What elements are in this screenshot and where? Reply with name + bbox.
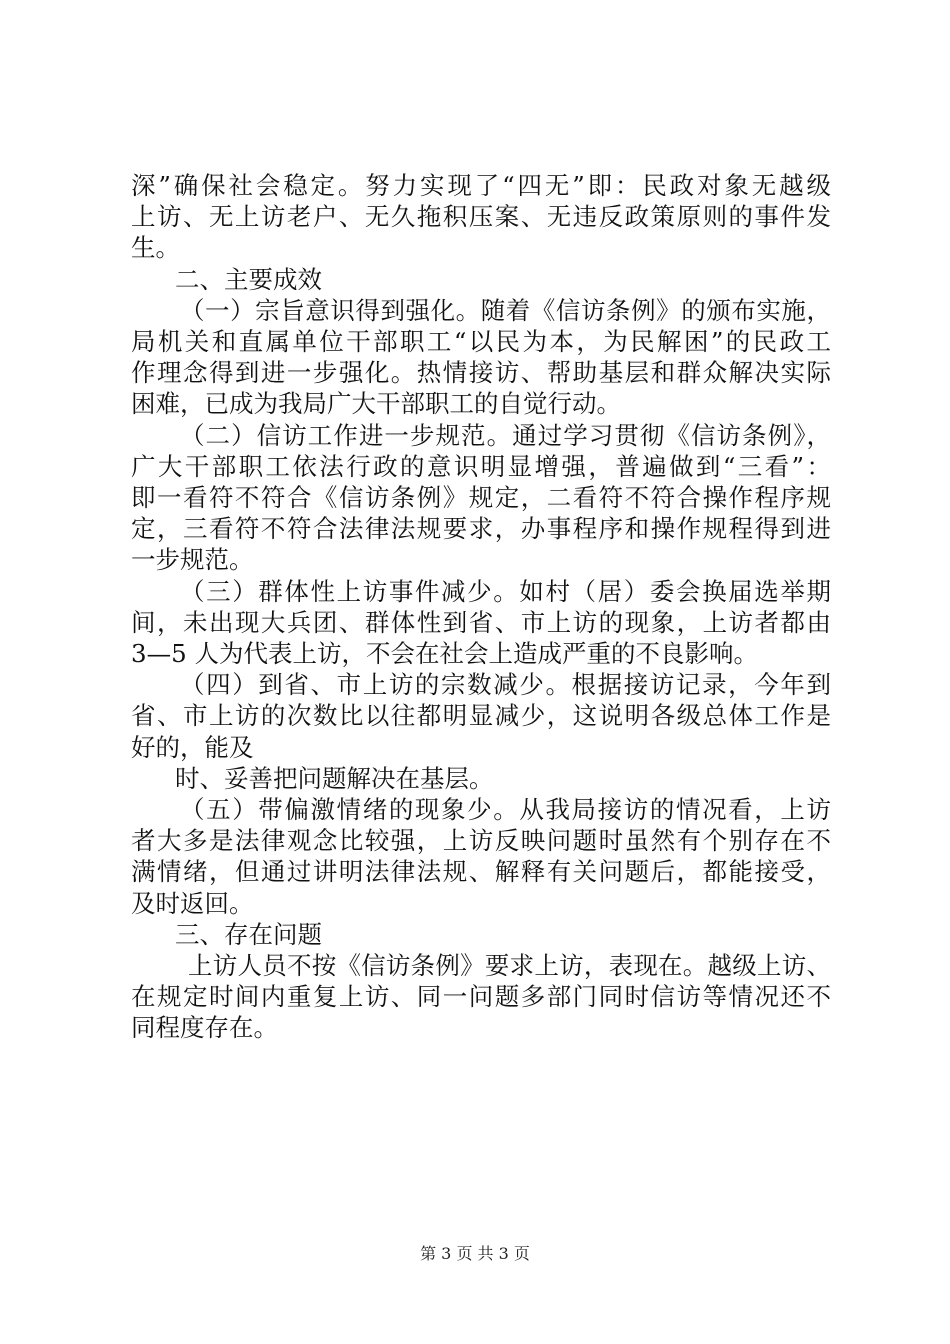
text-line: 定，三看符不符合法律法规要求，办事程序和操作规程得到进 xyxy=(131,514,831,544)
text-line: 及时返回。 xyxy=(131,888,254,918)
document-body xyxy=(131,170,831,1044)
text-line: 广大干部职工依法行政的意识明显增强，普遍做到“三看”： xyxy=(131,451,831,481)
text-line: （四）到省、市上访的宗数减少。根据接访记录，今年到 xyxy=(180,670,831,700)
text-line: 时、妥善把问题解决在基层。 xyxy=(175,763,494,793)
text-line: （五）带偏激情绪的现象少。从我局接访的情况看，上访 xyxy=(180,795,831,825)
page-footer: 第 3 页 共 3 页 xyxy=(420,1244,530,1263)
text-line: 三、存在问题 xyxy=(175,919,322,949)
text-line: 困难，已成为我局广大干部职工的自觉行动。 xyxy=(131,389,621,419)
text-line: 好的，能及 xyxy=(131,732,254,762)
text-line: 同程度存在。 xyxy=(131,1013,278,1043)
text-line: 二、主要成效 xyxy=(175,264,322,294)
text-line: 即一看符不符合《信访条例》规定，二看符不符合操作程序规 xyxy=(131,483,831,513)
text-line: 上访人员不按《信访条例》要求上访，表现在。越级上访、 xyxy=(188,951,831,981)
text-line: 上访、无上访老户、无久拖积压案、无违反政策原则的事件发 xyxy=(131,202,831,232)
text-line: 在规定时间内重复上访、同一问题多部门同时信访等情况还不 xyxy=(131,982,831,1012)
text-line: 满情绪，但通过讲明法律法规、解释有关问题后，都能接受， xyxy=(131,857,831,887)
text-line: 深”确保社会稳定。努力实现了“四无”即：民政对象无越级 xyxy=(131,171,831,200)
text-line: （一）宗旨意识得到强化。随着《信访条例》的颁布实施， xyxy=(180,295,831,325)
text-line: 省、市上访的次数比以往都明显减少，这说明各级总体工作是 xyxy=(131,701,831,731)
text-line: 作理念得到进一步强化。热情接访、帮助基层和群众解决实际 xyxy=(131,358,831,388)
text-line: 间，未出现大兵团、群体性到省、市上访的现象，上访者都由 xyxy=(131,607,831,637)
text-line: 者大多是法律观念比较强，上访反映问题时虽然有个别存在不 xyxy=(131,826,831,856)
text-line: 局机关和直属单位干部职工“以民为本，为民解困”的民政工 xyxy=(131,327,831,357)
text-line: （二）信访工作进一步规范。通过学习贯彻《信访条例》， xyxy=(180,420,831,450)
text-line: 一步规范。 xyxy=(131,545,254,575)
text-line: （三）群体性上访事件减少。如村（居）委会换届选举期 xyxy=(180,576,831,606)
text-line: 生。 xyxy=(131,233,180,263)
text-line: 3—5 人为代表上访，不会在社会上造成严重的不良影响。 xyxy=(131,639,758,669)
